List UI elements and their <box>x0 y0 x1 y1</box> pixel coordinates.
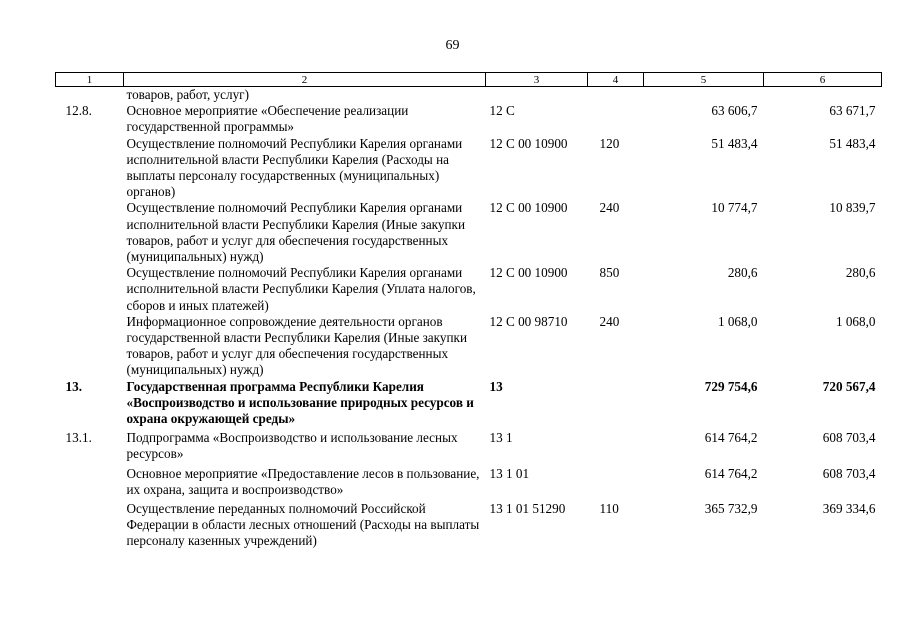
row-number: 13. <box>65 378 82 394</box>
header-row <box>56 73 882 87</box>
program-row <box>56 379 882 431</box>
row-name: Подпрограмма «Воспроизводство и использование лесных ресурсов» <box>126 430 458 462</box>
row-amount-2: 63 671,7 <box>829 103 876 119</box>
row-code: 13 1 01 51290 <box>489 501 566 517</box>
row-amount-1: 729 754,6 <box>704 378 758 394</box>
row-amount-2: 608 703,4 <box>822 465 876 481</box>
row-number: 13.1. <box>65 430 92 446</box>
row-number <box>56 314 124 379</box>
row-number: 12.8. <box>65 103 92 119</box>
table-row <box>56 430 882 465</box>
row-name: Государственная программа Республики Карелия «Воспроизводство и использование природных ресурсов и охрана окружающей среды» <box>126 378 474 427</box>
row-expense-type <box>588 430 644 465</box>
row-number <box>56 200 124 265</box>
row-code: 13 1 01 <box>489 465 530 481</box>
row-expense-type: 850 <box>599 265 620 281</box>
row-number <box>56 265 124 314</box>
row-code: 12 С 00 10900 <box>489 135 568 151</box>
row-amount-2: 720 567,4 <box>822 378 876 394</box>
row-code: 13 <box>489 378 503 394</box>
table-body <box>56 87 882 550</box>
row-expense-type <box>588 87 644 104</box>
row-name: Осуществление полномочий Республики Карелия органами исполнительной власти Республики Карелия (Иные закупки товаров, работ и услуг для обеспечения государственных (муниципальных) нужд) <box>126 200 466 265</box>
col-header-1: 1 <box>56 73 124 87</box>
row-amount-2: 10 839,7 <box>829 200 876 216</box>
row-name: Осуществление полномочий Республики Карелия органами исполнительной власти Республики Карелия (Уплата налогов, сборов и иных платежей) <box>126 265 476 313</box>
row-amount-2: 369 334,6 <box>822 501 876 517</box>
row-code <box>486 87 588 104</box>
row-number <box>56 136 124 201</box>
page-number: 69 <box>445 38 460 53</box>
row-amount-2: 51 483,4 <box>829 135 876 151</box>
row-expense-type <box>588 103 644 135</box>
table-row <box>56 466 882 501</box>
row-amount-1: 614 764,2 <box>704 430 758 446</box>
table-header <box>56 73 882 87</box>
row-code: 12 С 00 10900 <box>489 265 568 281</box>
row-amount-2: 608 703,4 <box>822 430 876 446</box>
row-code: 12 С 00 10900 <box>489 200 568 216</box>
row-amount-2 <box>764 87 882 104</box>
row-amount-1: 51 483,4 <box>711 135 758 151</box>
row-expense-type <box>588 466 644 501</box>
row-expense-type <box>588 379 644 431</box>
row-name: Основное мероприятие «Обеспечение реализации государственной программы» <box>126 103 409 135</box>
table-row <box>56 136 882 201</box>
row-amount-2: 1 068,0 <box>835 313 876 329</box>
table-row <box>56 200 882 265</box>
row-amount-1: 365 732,9 <box>704 501 758 517</box>
col-header-4: 4 <box>588 73 644 87</box>
table-row <box>56 265 882 314</box>
table-row <box>56 501 882 550</box>
row-name: Информационное сопровождение деятельности органов государственной власти Республики Карелия (Иные закупки товаров, работ и услуг для обеспечения государственных (муниципальных) нужд) <box>126 313 467 378</box>
row-name: Основное мероприятие «Предоставление лесов в пользование, их охрана, защита и воспроизводство» <box>126 465 480 497</box>
row-number <box>56 466 124 501</box>
col-header-3: 3 <box>486 73 588 87</box>
row-expense-type: 120 <box>599 135 620 151</box>
row-amount-1: 280,6 <box>727 265 758 281</box>
row-expense-type: 110 <box>599 501 619 517</box>
row-amount-1: 614 764,2 <box>704 465 758 481</box>
row-code: 12 С <box>489 103 515 119</box>
row-name: Осуществление полномочий Республики Карелия органами исполнительной власти Республики Карелия (Расходы на выплаты персоналу государственных (муниципальных) органов) <box>126 135 463 200</box>
col-header-5: 5 <box>644 73 764 87</box>
table-row <box>56 103 882 135</box>
row-name: Осуществление переданных полномочий Российской Федерации в области лесных отношений (Расходы на выплаты персоналу казенных учреждений) <box>126 501 480 549</box>
table-row <box>56 314 882 379</box>
col-header-6: 6 <box>764 73 882 87</box>
row-amount-1: 63 606,7 <box>711 103 758 119</box>
budget-table <box>55 72 882 550</box>
row-expense-type: 240 <box>599 200 620 216</box>
row-name: товаров, работ, услуг) <box>126 87 249 102</box>
row-amount-1: 1 068,0 <box>717 313 758 329</box>
row-code: 12 С 00 98710 <box>489 313 568 329</box>
row-amount-2: 280,6 <box>845 265 876 281</box>
row-amount-1 <box>644 87 764 104</box>
row-amount-1: 10 774,7 <box>711 200 758 216</box>
row-code: 13 1 <box>489 430 513 446</box>
table-row <box>56 87 882 104</box>
col-header-2: 2 <box>124 73 486 87</box>
row-number <box>56 87 124 104</box>
row-expense-type: 240 <box>599 313 620 329</box>
row-number <box>56 501 124 550</box>
